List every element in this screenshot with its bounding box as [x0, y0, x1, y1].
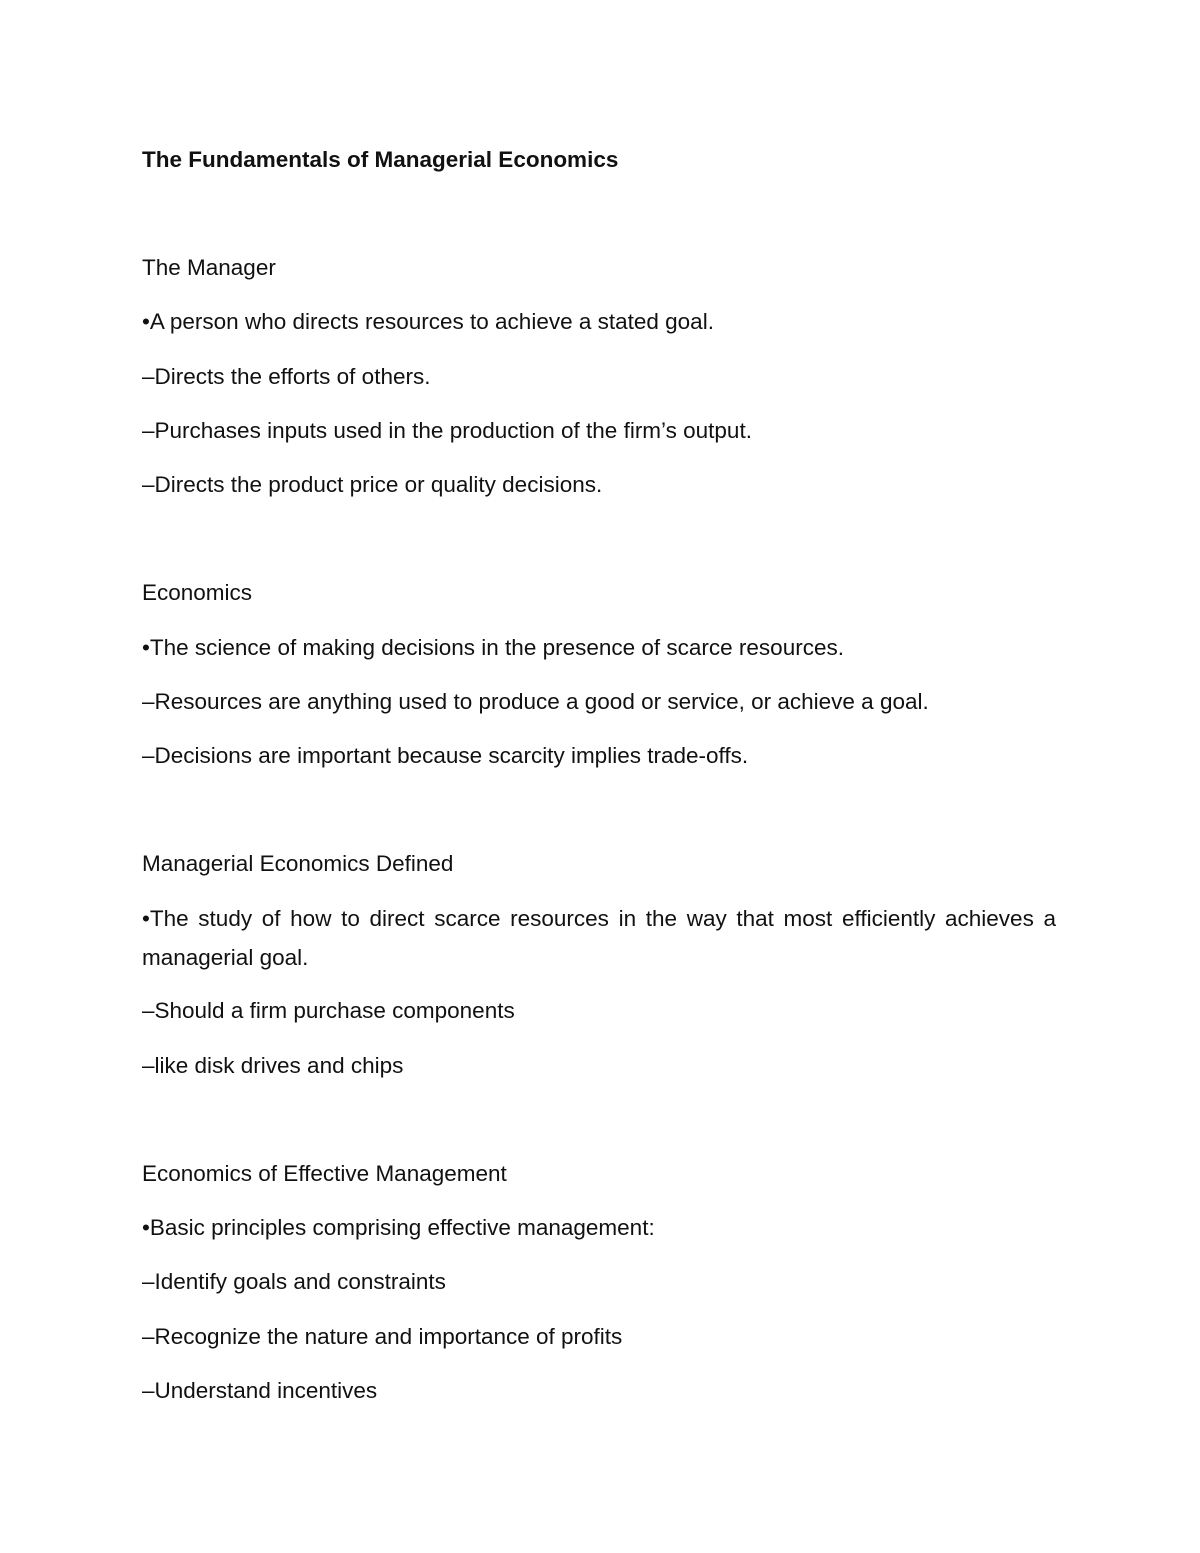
effective-sub-item: –Understand incentives [142, 1378, 378, 1403]
economics-sub-item: –Resources are anything used to produce a good or service, or achieve a goal. [142, 689, 929, 714]
section-heading-manager: The Manager [142, 255, 276, 280]
defined-sub-item: –like disk drives and chips [142, 1053, 404, 1078]
section-heading-effective: Economics of Effective Management [142, 1161, 507, 1186]
section-heading-economics: Economics [142, 580, 253, 605]
defined-sub-item: –Should a firm purchase components [142, 998, 515, 1023]
document-title: The Fundamentals of Managerial Economics [142, 147, 619, 172]
manager-bullet: •A person who directs resources to achieve a stated goal. [142, 309, 714, 334]
effective-sub-item: –Identify goals and constraints [142, 1269, 446, 1294]
economics-sub-item: –Decisions are important because scarcity implies trade-offs. [142, 743, 749, 768]
manager-sub-item: –Directs the product price or quality decisions. [142, 472, 603, 497]
effective-bullet: •Basic principles comprising effective management: [142, 1215, 655, 1240]
manager-sub-item: –Purchases inputs used in the production of the firm’s output. [142, 418, 752, 443]
manager-sub-item: –Directs the efforts of others. [142, 364, 431, 389]
effective-sub-item: –Recognize the nature and importance of profits [142, 1324, 623, 1349]
defined-bullet: •The study of how to direct scarce resources in the way that most efficiently achieves a managerial goal. [142, 906, 1056, 970]
section-heading-defined: Managerial Economics Defined [142, 851, 454, 876]
economics-bullet: •The science of making decisions in the presence of scarce resources. [142, 635, 844, 660]
